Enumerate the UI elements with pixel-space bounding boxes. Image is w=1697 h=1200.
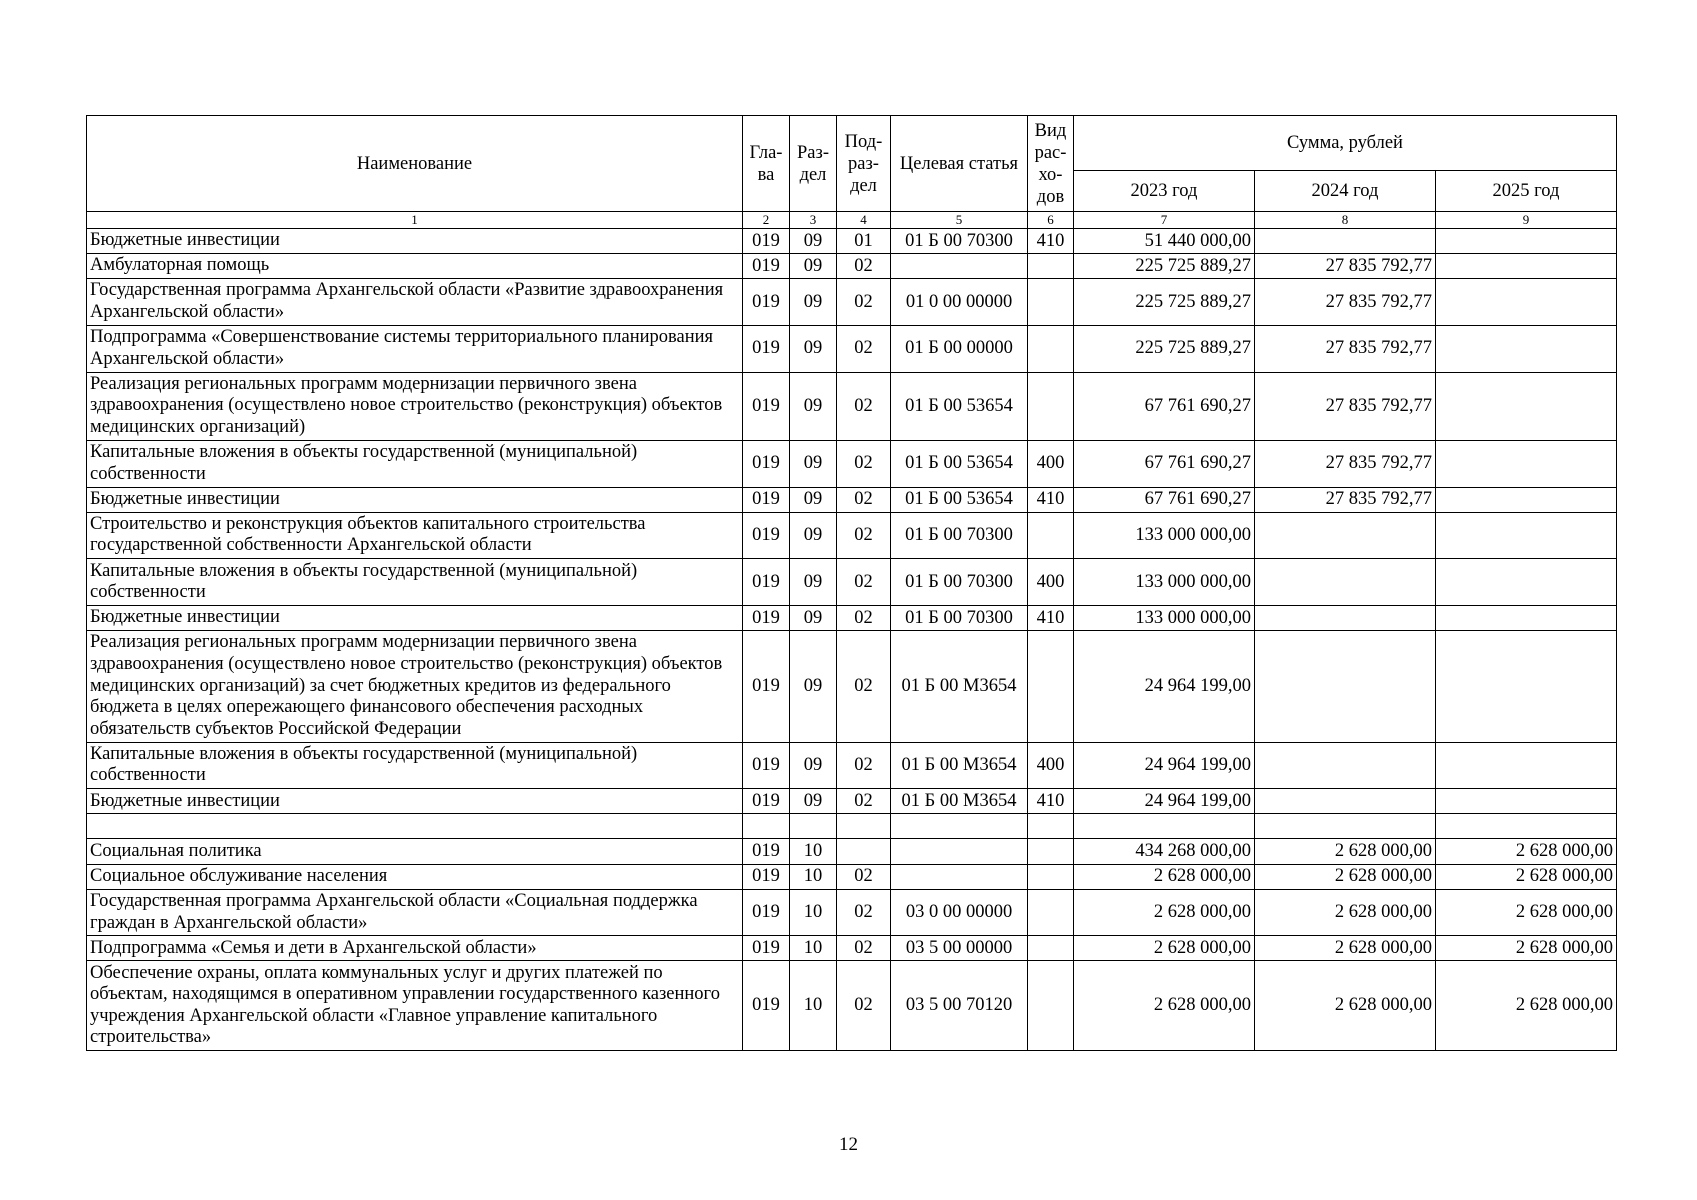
table-row (87, 325, 1617, 372)
column-number: 7 (1074, 212, 1255, 229)
row-subsection: 02 (837, 372, 891, 440)
row-chapter: 019 (743, 606, 790, 631)
row-amount-2024: 2 628 000,00 (1255, 936, 1436, 961)
row-amount-2024: 27 835 792,77 (1255, 372, 1436, 440)
header-target-article: Целевая статья (891, 116, 1028, 212)
header-section (790, 116, 837, 212)
table-row (87, 961, 1617, 1051)
row-target-article (891, 839, 1028, 864)
row-name: Социальная политика (87, 839, 743, 864)
row-amount-2025 (1436, 606, 1617, 631)
row-expense-type (1028, 254, 1074, 279)
row-amount-2023: 225 725 889,27 (1074, 254, 1255, 279)
row-amount-2023: 51 440 000,00 (1074, 229, 1255, 254)
row-section: 10 (790, 961, 837, 1051)
row-target-article: 03 5 00 00000 (891, 936, 1028, 961)
row-target-article: 01 Б 00 70300 (891, 229, 1028, 254)
table-row (87, 864, 1617, 889)
row-amount-2023: 24 964 199,00 (1074, 742, 1255, 789)
header-section-label: Раз-дел (797, 142, 829, 185)
row-section: 09 (790, 440, 837, 487)
row-amount-2023: 225 725 889,27 (1074, 279, 1255, 326)
row-name: Капитальные вложения в объекты государственной (муниципальной) собственности (87, 559, 743, 606)
row-target-article: 01 Б 00 53654 (891, 487, 1028, 512)
row-chapter (743, 814, 790, 839)
header-year-2024: 2024 год (1255, 171, 1436, 212)
table-row (87, 279, 1617, 326)
row-chapter: 019 (743, 229, 790, 254)
row-section: 10 (790, 864, 837, 889)
row-subsection: 02 (837, 889, 891, 936)
row-target-article: 01 Б 00 М3654 (891, 631, 1028, 743)
row-amount-2024 (1255, 606, 1436, 631)
table-row (87, 789, 1617, 814)
row-section: 09 (790, 631, 837, 743)
column-number: 1 (87, 212, 743, 229)
row-target-article: 01 0 00 00000 (891, 279, 1028, 326)
row-chapter: 019 (743, 889, 790, 936)
row-amount-2025: 2 628 000,00 (1436, 889, 1617, 936)
column-number: 2 (743, 212, 790, 229)
row-chapter: 019 (743, 936, 790, 961)
row-subsection: 02 (837, 936, 891, 961)
row-subsection: 02 (837, 864, 891, 889)
row-amount-2025 (1436, 440, 1617, 487)
row-amount-2025 (1436, 254, 1617, 279)
row-name: Подпрограмма «Совершенствование системы территориального планирования Архангельской области» (87, 325, 743, 372)
column-number: 6 (1028, 212, 1074, 229)
row-amount-2025 (1436, 631, 1617, 743)
table-row (87, 889, 1617, 936)
row-chapter: 019 (743, 839, 790, 864)
row-section: 09 (790, 742, 837, 789)
row-target-article: 01 Б 00 70300 (891, 606, 1028, 631)
table-row (87, 512, 1617, 559)
row-amount-2025 (1436, 325, 1617, 372)
row-subsection (837, 814, 891, 839)
row-expense-type (1028, 325, 1074, 372)
table-row (87, 487, 1617, 512)
row-name: Амбулаторная помощь (87, 254, 743, 279)
row-name: Реализация региональных программ модернизации первичного звена здравоохранения (осуществлено новое строительство (реконструкция) объектов медицинских организаций) за счет бюджетных кредитов из федерального бюджета в целях опережающего финансового обеспечения расходных обязательств субъектов Российской Федерации (87, 631, 743, 743)
row-section: 09 (790, 279, 837, 326)
row-subsection (837, 839, 891, 864)
row-name: Строительство и реконструкция объектов капитального строительства государственной собственности Архангельской области (87, 512, 743, 559)
table-row (87, 936, 1617, 961)
row-name: Бюджетные инвестиции (87, 789, 743, 814)
column-number: 4 (837, 212, 891, 229)
row-amount-2023: 67 761 690,27 (1074, 372, 1255, 440)
table-row (87, 742, 1617, 789)
budget-table (86, 115, 1617, 1051)
row-target-article: 01 Б 00 70300 (891, 559, 1028, 606)
row-amount-2023: 24 964 199,00 (1074, 631, 1255, 743)
row-expense-type (1028, 936, 1074, 961)
row-expense-type (1028, 372, 1074, 440)
row-name: Обеспечение охраны, оплата коммунальных услуг и других платежей по объектам, находящимся в оперативном управлении государственного казенного учреждения Архангельской области «Главное управление капитального строительства» (87, 961, 743, 1051)
column-number: 3 (790, 212, 837, 229)
row-expense-type (1028, 839, 1074, 864)
header-expense-type (1028, 116, 1074, 212)
row-expense-type: 410 (1028, 229, 1074, 254)
row-expense-type: 400 (1028, 742, 1074, 789)
header-name: Наименование (87, 116, 743, 212)
row-amount-2025: 2 628 000,00 (1436, 961, 1617, 1051)
row-amount-2023: 434 268 000,00 (1074, 839, 1255, 864)
row-subsection: 02 (837, 789, 891, 814)
row-target-article: 01 Б 00 М3654 (891, 742, 1028, 789)
row-amount-2025 (1436, 372, 1617, 440)
row-chapter: 019 (743, 631, 790, 743)
row-amount-2024 (1255, 789, 1436, 814)
row-amount-2023: 133 000 000,00 (1074, 559, 1255, 606)
row-section: 09 (790, 372, 837, 440)
row-chapter: 019 (743, 325, 790, 372)
row-subsection: 02 (837, 606, 891, 631)
row-amount-2025 (1436, 742, 1617, 789)
row-amount-2025 (1436, 487, 1617, 512)
table-row (87, 606, 1617, 631)
row-target-article: 01 Б 00 70300 (891, 512, 1028, 559)
row-subsection: 02 (837, 440, 891, 487)
row-amount-2025 (1436, 229, 1617, 254)
row-chapter: 019 (743, 372, 790, 440)
row-subsection: 01 (837, 229, 891, 254)
row-section: 10 (790, 889, 837, 936)
row-amount-2023: 2 628 000,00 (1074, 889, 1255, 936)
row-section: 09 (790, 559, 837, 606)
table-row (87, 559, 1617, 606)
header-subsection-label: Под-раз-дел (844, 131, 883, 196)
row-subsection: 02 (837, 631, 891, 743)
row-section (790, 814, 837, 839)
row-amount-2024 (1255, 229, 1436, 254)
table-row (87, 814, 1617, 839)
row-subsection: 02 (837, 512, 891, 559)
row-amount-2025 (1436, 279, 1617, 326)
row-amount-2025 (1436, 789, 1617, 814)
row-subsection: 02 (837, 961, 891, 1051)
row-amount-2024: 27 835 792,77 (1255, 325, 1436, 372)
row-expense-type: 400 (1028, 440, 1074, 487)
row-amount-2023 (1074, 814, 1255, 839)
row-amount-2024 (1255, 814, 1436, 839)
row-target-article: 03 5 00 70120 (891, 961, 1028, 1051)
row-target-article (891, 814, 1028, 839)
row-amount-2024 (1255, 631, 1436, 743)
table-body (87, 229, 1617, 1051)
row-expense-type (1028, 512, 1074, 559)
row-section: 09 (790, 487, 837, 512)
row-amount-2023: 2 628 000,00 (1074, 961, 1255, 1051)
row-chapter: 019 (743, 487, 790, 512)
row-amount-2023: 133 000 000,00 (1074, 512, 1255, 559)
header-year-2025: 2025 год (1436, 171, 1617, 212)
row-amount-2023: 133 000 000,00 (1074, 606, 1255, 631)
row-subsection: 02 (837, 487, 891, 512)
row-target-article: 01 Б 00 М3654 (891, 789, 1028, 814)
row-section: 09 (790, 789, 837, 814)
row-expense-type: 410 (1028, 789, 1074, 814)
column-number: 9 (1436, 212, 1617, 229)
header-expense-type-label: Вид рас-хо-дов (1034, 120, 1067, 207)
row-chapter: 019 (743, 864, 790, 889)
row-name: Государственная программа Архангельской области «Социальная поддержка граждан в Архангельской области» (87, 889, 743, 936)
header-amount: Сумма, рублей (1074, 116, 1617, 171)
row-name: Бюджетные инвестиции (87, 487, 743, 512)
row-target-article: 03 0 00 00000 (891, 889, 1028, 936)
row-amount-2024: 27 835 792,77 (1255, 487, 1436, 512)
row-amount-2024: 2 628 000,00 (1255, 864, 1436, 889)
row-amount-2024: 27 835 792,77 (1255, 254, 1436, 279)
row-section: 09 (790, 229, 837, 254)
row-amount-2024 (1255, 742, 1436, 789)
row-expense-type (1028, 279, 1074, 326)
row-amount-2025: 2 628 000,00 (1436, 839, 1617, 864)
row-expense-type (1028, 864, 1074, 889)
row-name (87, 814, 743, 839)
row-chapter: 019 (743, 742, 790, 789)
row-amount-2025 (1436, 814, 1617, 839)
row-expense-type (1028, 631, 1074, 743)
row-amount-2024: 2 628 000,00 (1255, 889, 1436, 936)
column-number: 5 (891, 212, 1028, 229)
row-name: Бюджетные инвестиции (87, 606, 743, 631)
row-amount-2024: 27 835 792,77 (1255, 279, 1436, 326)
header-year-2023: 2023 год (1074, 171, 1255, 212)
row-expense-type (1028, 961, 1074, 1051)
table-row (87, 229, 1617, 254)
row-chapter: 019 (743, 559, 790, 606)
row-amount-2025: 2 628 000,00 (1436, 936, 1617, 961)
row-chapter: 019 (743, 440, 790, 487)
row-amount-2024 (1255, 559, 1436, 606)
table-row (87, 631, 1617, 743)
row-expense-type (1028, 889, 1074, 936)
row-expense-type (1028, 814, 1074, 839)
row-amount-2025 (1436, 512, 1617, 559)
row-chapter: 019 (743, 279, 790, 326)
row-name: Подпрограмма «Семья и дети в Архангельской области» (87, 936, 743, 961)
row-name: Капитальные вложения в объекты государственной (муниципальной) собственности (87, 742, 743, 789)
row-name: Капитальные вложения в объекты государственной (муниципальной) собственности (87, 440, 743, 487)
row-target-article (891, 254, 1028, 279)
row-section: 10 (790, 839, 837, 864)
row-name: Государственная программа Архангельской области «Развитие здравоохранения Архангельской области» (87, 279, 743, 326)
header-chapter-label: Гла-ва (749, 142, 783, 185)
row-subsection: 02 (837, 325, 891, 372)
row-name: Социальное обслуживание населения (87, 864, 743, 889)
row-amount-2023: 67 761 690,27 (1074, 487, 1255, 512)
row-amount-2023: 225 725 889,27 (1074, 325, 1255, 372)
table-row (87, 440, 1617, 487)
row-amount-2024 (1255, 512, 1436, 559)
row-amount-2023: 67 761 690,27 (1074, 440, 1255, 487)
row-amount-2023: 2 628 000,00 (1074, 936, 1255, 961)
column-number-row (87, 212, 1617, 229)
row-chapter: 019 (743, 254, 790, 279)
table-row (87, 254, 1617, 279)
row-expense-type: 410 (1028, 606, 1074, 631)
row-chapter: 019 (743, 789, 790, 814)
table-row (87, 839, 1617, 864)
row-section: 09 (790, 512, 837, 559)
row-amount-2023: 2 628 000,00 (1074, 864, 1255, 889)
row-subsection: 02 (837, 279, 891, 326)
row-expense-type: 400 (1028, 559, 1074, 606)
column-number: 8 (1255, 212, 1436, 229)
row-amount-2023: 24 964 199,00 (1074, 789, 1255, 814)
row-amount-2024: 2 628 000,00 (1255, 839, 1436, 864)
row-chapter: 019 (743, 961, 790, 1051)
row-subsection: 02 (837, 559, 891, 606)
row-target-article (891, 864, 1028, 889)
row-chapter: 019 (743, 512, 790, 559)
header-subsection (837, 116, 891, 212)
row-amount-2024: 27 835 792,77 (1255, 440, 1436, 487)
row-section: 09 (790, 254, 837, 279)
row-subsection: 02 (837, 254, 891, 279)
row-subsection: 02 (837, 742, 891, 789)
row-section: 10 (790, 936, 837, 961)
row-section: 09 (790, 325, 837, 372)
row-amount-2025: 2 628 000,00 (1436, 864, 1617, 889)
row-amount-2025 (1436, 559, 1617, 606)
row-target-article: 01 Б 00 53654 (891, 440, 1028, 487)
page-number: 12 (839, 1134, 858, 1155)
row-name: Бюджетные инвестиции (87, 229, 743, 254)
row-amount-2024: 2 628 000,00 (1255, 961, 1436, 1051)
header-chapter (743, 116, 790, 212)
table-row (87, 372, 1617, 440)
row-name: Реализация региональных программ модернизации первичного звена здравоохранения (осуществлено новое строительство (реконструкция) объектов медицинских организаций) (87, 372, 743, 440)
row-expense-type: 410 (1028, 487, 1074, 512)
row-target-article: 01 Б 00 53654 (891, 372, 1028, 440)
row-section: 09 (790, 606, 837, 631)
row-target-article: 01 Б 00 00000 (891, 325, 1028, 372)
